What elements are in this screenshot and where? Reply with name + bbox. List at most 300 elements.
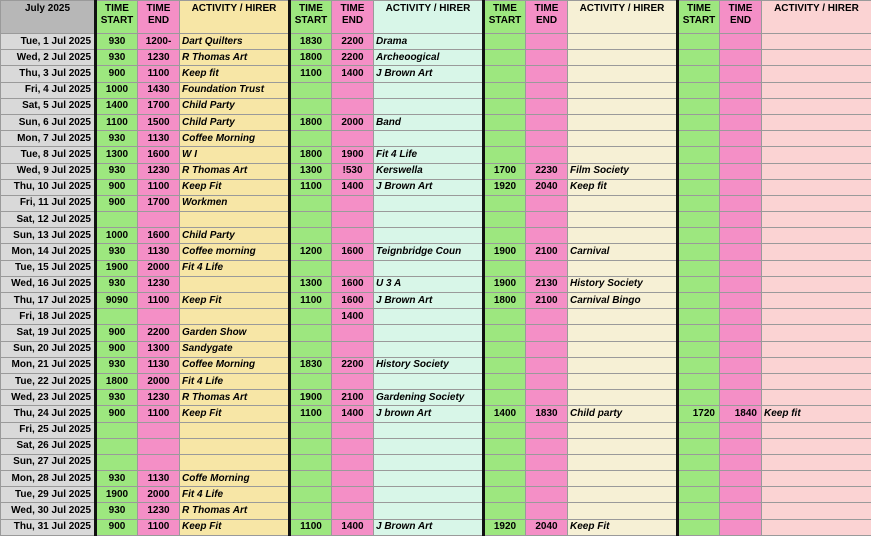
activity-cell[interactable] [374, 373, 484, 389]
activity-cell[interactable]: Keep Fit [180, 179, 290, 195]
activity-cell[interactable] [374, 471, 484, 487]
time-end-cell[interactable] [138, 454, 180, 470]
time-end-cell[interactable]: 1200- [138, 34, 180, 50]
activity-cell[interactable]: R Thomas Art [180, 390, 290, 406]
time-start-cell[interactable] [484, 66, 526, 82]
time-start-cell[interactable] [678, 503, 720, 519]
time-start-cell[interactable]: 1900 [96, 260, 138, 276]
activity-cell[interactable]: Carnival Bingo [568, 293, 678, 309]
activity-cell[interactable] [374, 260, 484, 276]
time-end-cell[interactable] [332, 212, 374, 228]
time-start-cell[interactable]: 1100 [290, 179, 332, 195]
time-end-cell[interactable]: 1400 [332, 309, 374, 325]
activity-cell[interactable]: Sandygate [180, 341, 290, 357]
activity-cell[interactable]: U 3 A [374, 276, 484, 292]
time-end-cell[interactable]: 1230 [138, 503, 180, 519]
activity-cell[interactable]: Child Party [180, 228, 290, 244]
time-end-cell[interactable] [720, 34, 762, 50]
time-start-cell[interactable] [678, 195, 720, 211]
time-end-cell[interactable] [720, 276, 762, 292]
time-end-cell[interactable]: 2000 [138, 373, 180, 389]
activity-cell[interactable] [762, 293, 871, 309]
time-start-cell[interactable]: 930 [96, 244, 138, 260]
time-start-cell[interactable]: 1100 [290, 293, 332, 309]
time-end-cell[interactable] [526, 503, 568, 519]
time-start-cell[interactable] [290, 454, 332, 470]
time-end-cell[interactable]: 2200 [138, 325, 180, 341]
activity-cell[interactable] [568, 422, 678, 438]
time-end-cell[interactable]: 1600 [332, 293, 374, 309]
activity-cell[interactable] [568, 503, 678, 519]
time-start-cell[interactable]: 930 [96, 503, 138, 519]
time-end-cell[interactable] [526, 34, 568, 50]
time-start-cell[interactable] [96, 438, 138, 454]
activity-cell[interactable]: Workmen [180, 195, 290, 211]
time-end-cell[interactable] [720, 454, 762, 470]
activity-cell[interactable]: Keep fit [568, 179, 678, 195]
activity-cell[interactable]: History Society [374, 357, 484, 373]
activity-cell[interactable] [568, 195, 678, 211]
time-end-cell[interactable] [720, 503, 762, 519]
time-end-cell[interactable] [332, 487, 374, 503]
time-end-cell[interactable]: 1600 [332, 276, 374, 292]
time-end-cell[interactable] [526, 487, 568, 503]
time-start-cell[interactable] [290, 309, 332, 325]
time-end-cell[interactable]: 2000 [332, 114, 374, 130]
time-end-cell[interactable]: 1100 [138, 293, 180, 309]
activity-cell[interactable]: Fit 4 Life [180, 487, 290, 503]
time-end-cell[interactable]: 2100 [526, 293, 568, 309]
time-end-cell[interactable]: 2100 [332, 390, 374, 406]
time-start-cell[interactable] [678, 357, 720, 373]
time-end-cell[interactable] [526, 422, 568, 438]
activity-cell[interactable]: R Thomas Art [180, 503, 290, 519]
time-start-cell[interactable] [484, 131, 526, 147]
time-start-cell[interactable] [678, 34, 720, 50]
time-start-cell[interactable] [484, 228, 526, 244]
time-start-cell[interactable] [484, 325, 526, 341]
activity-cell[interactable] [762, 114, 871, 130]
time-end-cell[interactable]: 1100 [138, 66, 180, 82]
activity-cell[interactable] [762, 66, 871, 82]
activity-cell[interactable] [568, 147, 678, 163]
activity-cell[interactable] [762, 390, 871, 406]
time-end-cell[interactable] [720, 147, 762, 163]
activity-cell[interactable]: Coffee morning [180, 244, 290, 260]
activity-cell[interactable]: Dart Quilters [180, 34, 290, 50]
activity-cell[interactable] [762, 50, 871, 66]
time-end-cell[interactable]: 1400 [332, 66, 374, 82]
time-end-cell[interactable] [720, 438, 762, 454]
activity-cell[interactable] [762, 438, 871, 454]
activity-cell[interactable]: History Society [568, 276, 678, 292]
time-end-cell[interactable] [526, 471, 568, 487]
activity-cell[interactable] [568, 34, 678, 50]
activity-cell[interactable]: Child party [568, 406, 678, 422]
time-end-cell[interactable] [526, 438, 568, 454]
activity-cell[interactable] [568, 228, 678, 244]
time-end-cell[interactable] [720, 309, 762, 325]
activity-cell[interactable]: Keep fit [762, 406, 871, 422]
activity-cell[interactable]: Keep fit [180, 66, 290, 82]
activity-cell[interactable]: Drama [374, 34, 484, 50]
time-start-cell[interactable]: 930 [96, 357, 138, 373]
time-end-cell[interactable] [720, 131, 762, 147]
activity-cell[interactable] [762, 325, 871, 341]
time-end-cell[interactable] [720, 228, 762, 244]
activity-cell[interactable] [568, 438, 678, 454]
time-end-cell[interactable] [138, 438, 180, 454]
time-end-cell[interactable] [526, 212, 568, 228]
time-end-cell[interactable] [526, 228, 568, 244]
time-end-cell[interactable] [526, 195, 568, 211]
time-end-cell[interactable]: 2200 [332, 34, 374, 50]
time-end-cell[interactable]: 1400 [332, 179, 374, 195]
time-start-cell[interactable] [484, 195, 526, 211]
time-end-cell[interactable]: 1500 [138, 114, 180, 130]
activity-cell[interactable]: Coffee Morning [180, 357, 290, 373]
time-end-cell[interactable] [720, 195, 762, 211]
time-start-cell[interactable]: 900 [96, 195, 138, 211]
time-start-cell[interactable] [484, 471, 526, 487]
time-end-cell[interactable] [138, 212, 180, 228]
time-end-cell[interactable]: 1300 [138, 341, 180, 357]
time-start-cell[interactable] [678, 471, 720, 487]
activity-cell[interactable] [762, 147, 871, 163]
time-end-cell[interactable] [332, 131, 374, 147]
activity-cell[interactable]: Fit 4 Life [180, 260, 290, 276]
time-start-cell[interactable]: 1100 [290, 406, 332, 422]
activity-cell[interactable] [762, 179, 871, 195]
activity-cell[interactable] [374, 325, 484, 341]
time-end-cell[interactable] [720, 163, 762, 179]
activity-cell[interactable] [762, 276, 871, 292]
time-start-cell[interactable] [484, 34, 526, 50]
time-end-cell[interactable] [720, 390, 762, 406]
activity-cell[interactable]: Garden Show [180, 325, 290, 341]
time-start-cell[interactable]: 930 [96, 34, 138, 50]
time-start-cell[interactable] [290, 438, 332, 454]
activity-cell[interactable] [762, 244, 871, 260]
activity-cell[interactable]: Coffee Morning [180, 131, 290, 147]
activity-cell[interactable] [762, 34, 871, 50]
time-start-cell[interactable] [678, 438, 720, 454]
time-start-cell[interactable] [678, 309, 720, 325]
time-start-cell[interactable]: 9090 [96, 293, 138, 309]
time-end-cell[interactable] [332, 325, 374, 341]
time-start-cell[interactable] [484, 147, 526, 163]
time-start-cell[interactable]: 1800 [290, 147, 332, 163]
activity-cell[interactable] [762, 357, 871, 373]
time-end-cell[interactable] [720, 357, 762, 373]
time-start-cell[interactable] [290, 341, 332, 357]
activity-cell[interactable] [568, 454, 678, 470]
time-end-cell[interactable]: 1700 [138, 98, 180, 114]
activity-cell[interactable] [762, 519, 871, 535]
time-start-cell[interactable]: 1800 [290, 114, 332, 130]
time-start-cell[interactable] [678, 454, 720, 470]
time-start-cell[interactable] [484, 487, 526, 503]
time-start-cell[interactable] [678, 341, 720, 357]
activity-cell[interactable] [374, 212, 484, 228]
activity-cell[interactable] [568, 325, 678, 341]
time-start-cell[interactable]: 1100 [96, 114, 138, 130]
activity-cell[interactable] [762, 471, 871, 487]
activity-cell[interactable]: J Brown Art [374, 293, 484, 309]
activity-cell[interactable] [762, 260, 871, 276]
activity-cell[interactable]: Film Society [568, 163, 678, 179]
time-end-cell[interactable] [720, 519, 762, 535]
time-start-cell[interactable] [96, 309, 138, 325]
time-start-cell[interactable] [678, 293, 720, 309]
time-end-cell[interactable]: 2040 [526, 179, 568, 195]
activity-cell[interactable]: W I [180, 147, 290, 163]
activity-cell[interactable] [374, 422, 484, 438]
activity-cell[interactable] [762, 373, 871, 389]
time-start-cell[interactable] [678, 325, 720, 341]
time-end-cell[interactable]: 1600 [138, 147, 180, 163]
activity-cell[interactable] [180, 438, 290, 454]
time-start-cell[interactable]: 1800 [96, 373, 138, 389]
time-end-cell[interactable]: 1130 [138, 131, 180, 147]
time-end-cell[interactable] [526, 114, 568, 130]
time-end-cell[interactable] [720, 325, 762, 341]
activity-cell[interactable]: Fit 4 Life [374, 147, 484, 163]
activity-cell[interactable] [568, 212, 678, 228]
activity-cell[interactable]: Gardening Society [374, 390, 484, 406]
time-start-cell[interactable]: 1000 [96, 228, 138, 244]
activity-cell[interactable]: Foundation Trust [180, 82, 290, 98]
activity-cell[interactable] [762, 131, 871, 147]
time-start-cell[interactable] [678, 244, 720, 260]
activity-cell[interactable] [374, 98, 484, 114]
time-start-cell[interactable] [678, 276, 720, 292]
time-start-cell[interactable] [678, 82, 720, 98]
activity-cell[interactable]: Child Party [180, 98, 290, 114]
time-start-cell[interactable]: 1920 [484, 179, 526, 195]
time-start-cell[interactable]: 1900 [96, 487, 138, 503]
time-end-cell[interactable] [526, 341, 568, 357]
time-start-cell[interactable] [484, 114, 526, 130]
time-start-cell[interactable] [678, 228, 720, 244]
time-start-cell[interactable] [484, 341, 526, 357]
time-end-cell[interactable]: 2230 [526, 163, 568, 179]
time-end-cell[interactable]: 1230 [138, 163, 180, 179]
time-start-cell[interactable] [290, 212, 332, 228]
time-end-cell[interactable] [526, 66, 568, 82]
time-end-cell[interactable] [720, 422, 762, 438]
activity-cell[interactable] [568, 82, 678, 98]
time-end-cell[interactable] [720, 82, 762, 98]
time-start-cell[interactable] [678, 66, 720, 82]
time-start-cell[interactable] [290, 82, 332, 98]
time-start-cell[interactable]: 1300 [96, 147, 138, 163]
time-end-cell[interactable] [332, 454, 374, 470]
time-end-cell[interactable] [526, 82, 568, 98]
time-end-cell[interactable]: 2200 [332, 357, 374, 373]
time-start-cell[interactable] [678, 390, 720, 406]
time-start-cell[interactable]: 1900 [290, 390, 332, 406]
activity-cell[interactable]: Child Party [180, 114, 290, 130]
time-start-cell[interactable]: 1720 [678, 406, 720, 422]
time-start-cell[interactable]: 900 [96, 179, 138, 195]
activity-cell[interactable]: Band [374, 114, 484, 130]
time-start-cell[interactable]: 900 [96, 66, 138, 82]
time-start-cell[interactable]: 1100 [290, 519, 332, 535]
time-start-cell[interactable] [678, 98, 720, 114]
time-end-cell[interactable] [332, 373, 374, 389]
time-end-cell[interactable]: 1130 [138, 357, 180, 373]
time-end-cell[interactable] [138, 309, 180, 325]
time-end-cell[interactable] [526, 373, 568, 389]
activity-cell[interactable] [568, 260, 678, 276]
time-end-cell[interactable] [332, 341, 374, 357]
activity-cell[interactable] [568, 309, 678, 325]
time-start-cell[interactable] [290, 260, 332, 276]
time-start-cell[interactable] [678, 487, 720, 503]
activity-cell[interactable] [180, 276, 290, 292]
time-end-cell[interactable]: 1130 [138, 244, 180, 260]
activity-cell[interactable] [762, 422, 871, 438]
time-start-cell[interactable]: 1900 [484, 276, 526, 292]
time-start-cell[interactable] [678, 131, 720, 147]
activity-cell[interactable] [180, 454, 290, 470]
time-start-cell[interactable]: 1000 [96, 82, 138, 98]
time-start-cell[interactable]: 1700 [484, 163, 526, 179]
time-start-cell[interactable] [484, 98, 526, 114]
time-end-cell[interactable]: 1840 [720, 406, 762, 422]
activity-cell[interactable] [568, 487, 678, 503]
time-start-cell[interactable] [678, 422, 720, 438]
activity-cell[interactable]: J Brown Art [374, 519, 484, 535]
time-start-cell[interactable] [678, 50, 720, 66]
activity-cell[interactable]: R Thomas Art [180, 50, 290, 66]
activity-cell[interactable] [374, 438, 484, 454]
activity-cell[interactable] [374, 228, 484, 244]
activity-cell[interactable]: Keep Fit [568, 519, 678, 535]
activity-cell[interactable] [180, 309, 290, 325]
time-start-cell[interactable] [290, 422, 332, 438]
time-end-cell[interactable] [332, 503, 374, 519]
time-start-cell[interactable]: 900 [96, 341, 138, 357]
time-end-cell[interactable]: 1230 [138, 390, 180, 406]
time-start-cell[interactable] [678, 373, 720, 389]
time-start-cell[interactable] [484, 309, 526, 325]
time-start-cell[interactable] [484, 390, 526, 406]
time-start-cell[interactable] [290, 131, 332, 147]
time-start-cell[interactable]: 1830 [290, 34, 332, 50]
activity-cell[interactable] [568, 50, 678, 66]
time-start-cell[interactable] [484, 260, 526, 276]
time-end-cell[interactable]: 1430 [138, 82, 180, 98]
time-end-cell[interactable]: 2100 [526, 244, 568, 260]
time-start-cell[interactable] [678, 519, 720, 535]
time-start-cell[interactable]: 900 [96, 519, 138, 535]
time-start-cell[interactable] [678, 212, 720, 228]
time-start-cell[interactable] [484, 454, 526, 470]
time-end-cell[interactable] [526, 98, 568, 114]
time-start-cell[interactable] [484, 373, 526, 389]
time-end-cell[interactable]: 2040 [526, 519, 568, 535]
time-end-cell[interactable]: 1100 [138, 406, 180, 422]
time-end-cell[interactable]: 1830 [526, 406, 568, 422]
activity-cell[interactable] [568, 357, 678, 373]
time-end-cell[interactable] [720, 50, 762, 66]
time-end-cell[interactable] [526, 390, 568, 406]
time-start-cell[interactable] [484, 503, 526, 519]
time-start-cell[interactable]: 930 [96, 390, 138, 406]
time-start-cell[interactable] [484, 82, 526, 98]
time-end-cell[interactable] [526, 309, 568, 325]
time-start-cell[interactable]: 1900 [484, 244, 526, 260]
time-start-cell[interactable]: 1200 [290, 244, 332, 260]
time-end-cell[interactable] [332, 98, 374, 114]
activity-cell[interactable] [374, 487, 484, 503]
activity-cell[interactable] [568, 390, 678, 406]
activity-cell[interactable] [568, 341, 678, 357]
time-start-cell[interactable]: 930 [96, 50, 138, 66]
time-start-cell[interactable] [678, 163, 720, 179]
time-start-cell[interactable] [484, 422, 526, 438]
time-start-cell[interactable] [484, 212, 526, 228]
time-start-cell[interactable] [290, 325, 332, 341]
activity-cell[interactable]: Fit 4 Life [180, 373, 290, 389]
activity-cell[interactable]: Kerswella [374, 163, 484, 179]
time-end-cell[interactable] [332, 260, 374, 276]
time-start-cell[interactable] [290, 503, 332, 519]
time-start-cell[interactable] [96, 422, 138, 438]
time-end-cell[interactable]: 1230 [138, 50, 180, 66]
time-start-cell[interactable]: 1400 [96, 98, 138, 114]
time-start-cell[interactable]: 930 [96, 163, 138, 179]
time-start-cell[interactable]: 1100 [290, 66, 332, 82]
time-end-cell[interactable] [720, 471, 762, 487]
time-start-cell[interactable] [678, 179, 720, 195]
time-end-cell[interactable]: 1100 [138, 519, 180, 535]
activity-cell[interactable]: Carnival [568, 244, 678, 260]
time-end-cell[interactable]: 1600 [138, 228, 180, 244]
time-end-cell[interactable] [526, 454, 568, 470]
time-start-cell[interactable]: 900 [96, 406, 138, 422]
time-end-cell[interactable]: 2130 [526, 276, 568, 292]
time-end-cell[interactable]: 2000 [138, 260, 180, 276]
activity-cell[interactable] [374, 82, 484, 98]
time-start-cell[interactable]: 1800 [290, 50, 332, 66]
time-start-cell[interactable] [96, 454, 138, 470]
time-end-cell[interactable] [526, 131, 568, 147]
activity-cell[interactable] [374, 503, 484, 519]
time-start-cell[interactable] [290, 195, 332, 211]
activity-cell[interactable] [568, 114, 678, 130]
time-end-cell[interactable] [332, 228, 374, 244]
activity-cell[interactable]: J Brown Art [374, 179, 484, 195]
activity-cell[interactable] [568, 131, 678, 147]
time-end-cell[interactable] [720, 179, 762, 195]
activity-cell[interactable] [762, 195, 871, 211]
time-start-cell[interactable] [290, 228, 332, 244]
activity-cell[interactable] [762, 309, 871, 325]
activity-cell[interactable] [374, 454, 484, 470]
activity-cell[interactable] [374, 341, 484, 357]
time-end-cell[interactable]: 1400 [332, 519, 374, 535]
activity-cell[interactable] [374, 195, 484, 211]
activity-cell[interactable] [762, 163, 871, 179]
time-end-cell[interactable]: 2000 [138, 487, 180, 503]
time-end-cell[interactable]: 1230 [138, 276, 180, 292]
activity-cell[interactable] [762, 454, 871, 470]
time-end-cell[interactable] [332, 82, 374, 98]
activity-cell[interactable]: Keep Fit [180, 406, 290, 422]
